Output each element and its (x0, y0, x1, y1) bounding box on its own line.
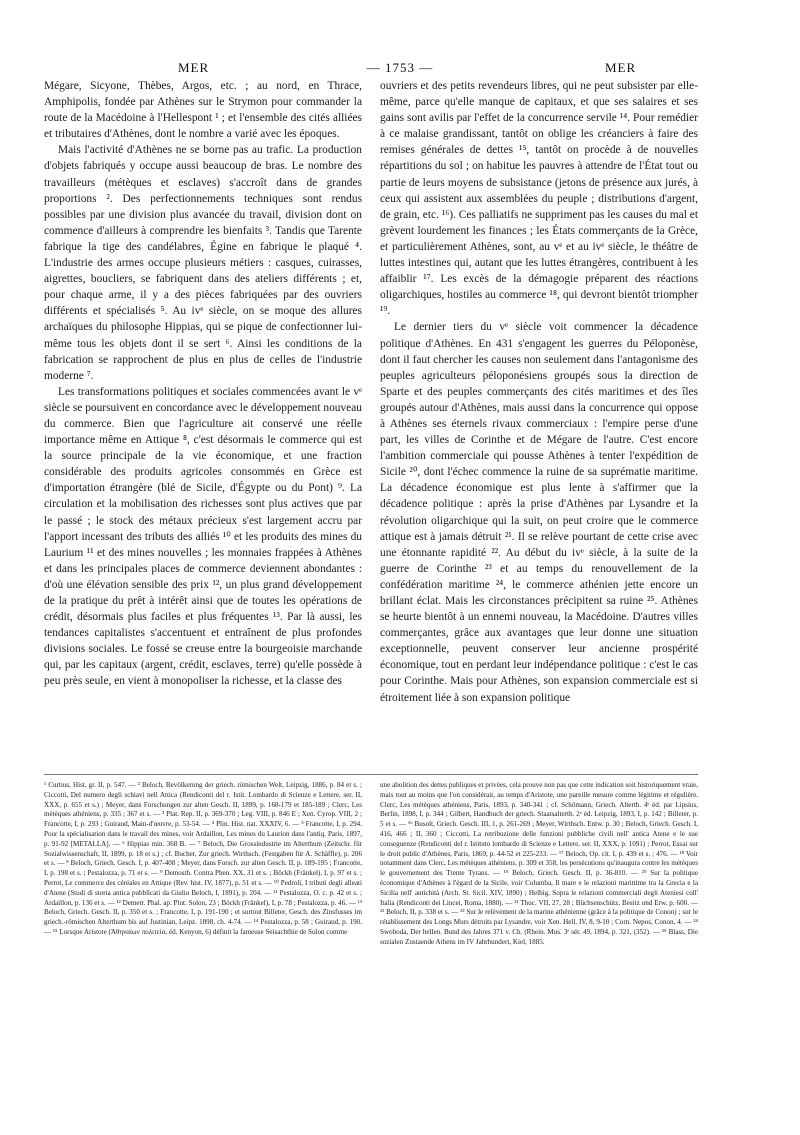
paragraph: Le dernier tiers du vᵉ siècle voit commencer la décadence politique d'Athènes. En 431 s'engagent les guerres du Péloponèse, dont il faut chercher les causes non seulement dans l'antagonisme des peuples agriculteurs péloponésiens groupés sous la direction de Sparte et des peuples commerçants des cités maritimes et des îles groupés autour d'Athènes, mais aussi dans la concurrence qui oppose à Athènes ses éternels rivaux commerciaux : l'empire perse d'une part, les villes de Corinthe et de Mégare de l'autre. C'est encore l'ambition commerciale qui pousse Athènes à tenter l'expédition de Sicile ²⁰, dont l'échec commence la ruine de sa suprématie maritime. La décadence économique est plus lente à s'affirmer que la décadence politique : après la prise d'Athènes par Lysandre et la révolution oligarchique qui la suit, on peut croire que le commerce attique est à jamais détruit ²¹. Il se relève pourtant de cette crise avec une étonnante rapidité ²². Au début du ivᵉ siècle, à la suite de la guerre de Corinthe ²³ et au temps du renouvellement de la confédération maritime ²⁴, le commerce athénien jette encore un brillant éclat. Mais les circonstances précipitent sa ruine ²⁵. Athènes se heurte bientôt à un ennemi nouveau, la Macédoine. D'autres villes commerçantes, grâce aux avantages que leur donne une situation exceptionnelle, peuvent conserver leur ancienne prospérité économique, tout en perdant leur indépendance politique : c'est le cas pour Corinthe. Mais pour Athènes, son expansion commerciale est si étroitement liée à son expansion politique (380, 321, 698, 704)
left-text-column (44, 78, 362, 690)
running-head-left: MER (178, 60, 210, 75)
paragraph: Les transformations politiques et sociales commencées avant le vᵉ siècle se poursuivent en concordance avec le développement nouveau du commerce. Bien que l'agriculture ait conservé une réelle importance même en Attique ⁸, c'est désormais le commerce qui est la source principale de la vie économique, et une fraction considérable des produits agricoles consommés en Grèce est d'importation étrangère (blé de Sicile, d'Égypte ou du Pont) ⁹. La circulation et la mobilisation des richesses sont plus actives que par le passé ; le stock des métaux précieux s'est largement accru par l'apport incessant des tributs des alliés ¹⁰ et les produits des mines du Laurium ¹¹ et des mines nouvelles ; les monnaies frappées à Athènes et dans les principales places de commerce deviennent abondantes : d'où une élévation sensible des prix ¹², un plus grand développement de la pratique du prêt à intérêt ainsi que de toutes les opérations de crédit, désormais plus faciles et plus fréquentes ¹³. Par là aussi, les tendances capitalistes s'accentuent et entraînent de plus profondes divisions sociales. Le fossé se creuse entre la bourgeoisie marchande qui, par les capitaux (argent, crédit, esclaves, terre) qu'elle possède à peu près seule, en vient à monopoliser la richesse, et la classe des (44, 385, 362, 688)
footnotes-left-column (44, 781, 362, 938)
running-head-right: MER (605, 60, 637, 75)
page-number: — 1753 — (366, 60, 434, 75)
footnotes-right-column (380, 781, 698, 948)
paragraph: Mégare, Sicyone, Thèbes, Argos, etc. ; au nord, en Thrace, Amphipolis, fondée par Athènes sur le Strymon pour commander la route de la Macédoine à l'Hellespont ¹ ; et l'ensemble des cités alliées et tributaires d'Athènes, dont le nombre a varié avec les époques. (44, 80, 362, 141)
footnotes-text: une abolition des dettes publiques et privées, cela prouve non pas que cette indication soit historiquement vraie, mais tout au moins que l'on considérait, au temps d'Aristote, une pareille mesure comme légitime et régulière. Clerc, Les métèques athéniens, Paris, 1893, p. 340-341 ; cf. Schömann, Griech. Alterth. 4ᵉ éd. par Lipsius, Berlin, 1898, I, p. 344 ; Gilbert, Handbuch der griech. Staatsalterth. 2ᵉ éd. Leipzig, 1893, I, p. 142 ; Billeter, p. 5 et s. — ¹⁶ Busolt, Griech. Gesch. III, 1, p. 261-269 ; Meyer, Wirthsch. Entw. p. 30 ; Beloch, Griech. Gesch. I, 416, 466 ; II, 360 ; Ciccotti, La retribuzione delle funzioni pubbliche civili nell' antica Atene e le sue conseguenze (Rendiconti del r. Istituto lombardo di Scienze e Lettere, ser. II, XXX, p. 1091) ; Perrot, Essai sur le droit public d'Athènes, Paris, 1869, p. 44-52 et 225-233. — ¹⁷ Beloch, Op. cit. I, p. 439 et s. ; 476. — ¹⁸ Voir notamment dans Clerc, Les métèques athéniens, p. 309 et 358, les persécutions qu'inaugura contre les métèques le gouvernement des Trente Tyrans. — ¹⁹ Beloch, Griech. Gesch. II, p. 36-810. — ²⁰ Sur la politique économique d'Athènes à l'égard de la Sicile, voir Columba, Il mare e le relazioni marittime tra la Grecia e la Sicilia nell' antichità (Arch. St. Sicil. XIV, 1890) ; Helbig, Sopra le relazioni commerciali degli Ateniesi coll' Italia (Rendiconti dei Lincei, Roma, 1880). — ²¹ Thuc. VII, 27, 28 ; Büchsenschütz, Besitz und Erw. p. 600. — ²² Beloch, II, p. 338 et s. — ²³ Sur le relèvement de la marine athénienne (grâce à la politique de Conon) ; sur le rétablissement des Longs Murs détruits par Lysandre, voir Xen. Hell. IV, 8, 9-10 ; Corn. Nepos, Conon, 4. — ²⁴ Swoboda, Der hellen. Bund des Jahres 371 v. Ch. (Rhein. Mus. 3ᵉ sér. 49, 1894, p. 321, (352). — ²⁵ Blass, Die sozialen Zustaende Athens im IV Jahrhundert, Kiel, 1885. (380, 781, 698, 946)
paragraph: Mais l'activité d'Athènes ne se borne pas au trafic. La production d'objets fabriqués y occupe aussi beaucoup de bras. Le nombre des travailleurs (métèques et esclaves) s'accroît dans de grandes proportions ². Des perfectionnements techniques sont rendus possibles par une division plus avancée du travail, division dont on commence d'ailleurs à comprendre les bienfaits ³. Tandis que Tarente fabrique la tige des candélabres, Égine en fabrique le plaqué ⁴. L'industrie des armes occupe plusieurs métiers : casques, cuirasses, aigrettes, boucliers, se fabriquent dans des ateliers différents ; et, pour chaque arme, il y a des pièces fabriquées par des ouvriers différents et spécialisés ⁵. Au ivᵉ siècle, on se moque des allures archaïques du philosophe Hippias, qui se pique de confectionner lui-même tous les objets dont il se sert ⁶. Ainsi les conditions de la fabrication se rapprochent de plus en plus de celles de l'industrie moderne ⁷. (44, 144, 362, 382)
footnote-divider (44, 774, 698, 775)
footnotes-text: ¹ Curtius, Hist. gr. II, p. 547. — ² Beloch, Bevölkerung der griech. römischen Welt, Leipzig, 1886, p. 84 et s. ; Ciccotti, Del numero degli schiavi nell Attica (Rendiconti del r. Istit. Lombardo di Scienze e Lettere, ser. II, XXX, p. 655 et s.) ; Meyer, dans Forschungen zur alten Gesch. II, 1899, p. 168-179 et 185-189 ; Clerc, Les métèques athéniens, p. 335 ; 367 et s. — ³ Plat. Rep. II, p. 369-370 ; Leg. VIII, p. 846 E ; Xen. Cyrop. VIII, 2 ; Francotte, I, p. 293 ; Guiraud, Main-d'œuvre, p. 53-54. — ⁴ Plin. Hist. nat. XXXIV, 6. — ⁵ Francotte, I, p. 294. Pour la spécialisation dans le travail des mines, voir Ardaillon, Les mines du Laurion dans l'antiq. Paris, 1897, p. 91-92 [METALLA]. — ⁶ Hippias min. 368 B. — ⁷ Beloch, Die Grossindustrie im Alterthum (Zeitschr. für Sozialwissenschaft, II, 1899, p. 18 et s.) ; cf. Bucher, Zur griech. Wirthsch. (Festgaben für A. Schäffle), p. 206 et s. — ⁸ Beloch, Griech. Gesch. I, p. 407-408 ; Meyer, dans Forsch. zur alten Gesch. II, p. 189-195 ; Francotte, I, p. 198 et s. ; Pestalozza, p. 71 et s. — ⁹ Demosth. Contra Phen. XX, 31 et s. ; Böckh (Fränkel), I, p. 97 et s. ; Perrot, Le commerce des céréales en Attique (Rev. hist. IV, 1877), p. 51 et s. — ¹⁰ Pedroli, I tributi degli alleati d'Atene (Studi di storia antica pubblicati da Giulio Beloch, I, 1891), p. 204. — ¹¹ Pestalozza, O. c. p. 42 et s. ; Ardaillon, p. 136 et s. — ¹² Demetr. Phal. ap. Plut. Solon, 23 ; Böckh (Fränkel), I, p. 78 ; Pestalozza, p. 46. — ¹³ Beloch, Griech. Gesch. II, p. 350 et s. ; Francotte, I, p. 191-190 ; et surtout Billeter, Gesch. des Zinsfusses im griech.-römischen Alterthum bis auf Justinian, Leipz. 1898, ch. 4-74. — ¹⁴ Pestalozza, p. 58 ; Guiraud, p. 190. — ¹⁵ Lorsque Aristote (Ἀθηναίων πολιτεία, éd. Kenyon, 6) définit la fameuse Seisachthie de Solon comme (44, 781, 362, 936)
right-text-column (380, 78, 698, 706)
paragraph: ouvriers et des petits revendeurs libres, qui ne peut subsister par elle-même, parce qu'elle manque de capitaux, et que ses salaires et ses gains sont avilis par l'effet de la concurrence servile ¹⁴. Pour remédier à ce malaise grandissant, tantôt on oblige les créanciers à faire des remises générales de dettes ¹⁵, tantôt on procède à de nouvelles répartitions du sol ; on habitue les pauvres à attendre de l'État tout ou partie de leurs moyens de subsistance (jetons de présence aux jurés, à ceux qui assistent aux assemblées du peuple ; distributions d'argent, de grain, etc. ¹⁶). Ces palliatifs ne suppriment pas les causes du mal et grèvent lourdement les finances ; les États commerçants de la Grèce, et particulièrement Athènes, sont, au vᵉ et au ivᵉ siècle, le théâtre de luttes intestines qui, autant que les luttes étrangères, contribuent à les affaiblir ¹⁷. Les excès de la démagogie préparent des réactions oligarchiques, hostiles au commerce ¹⁸, qui devront bientôt triompher ¹⁹. (380, 80, 698, 318)
